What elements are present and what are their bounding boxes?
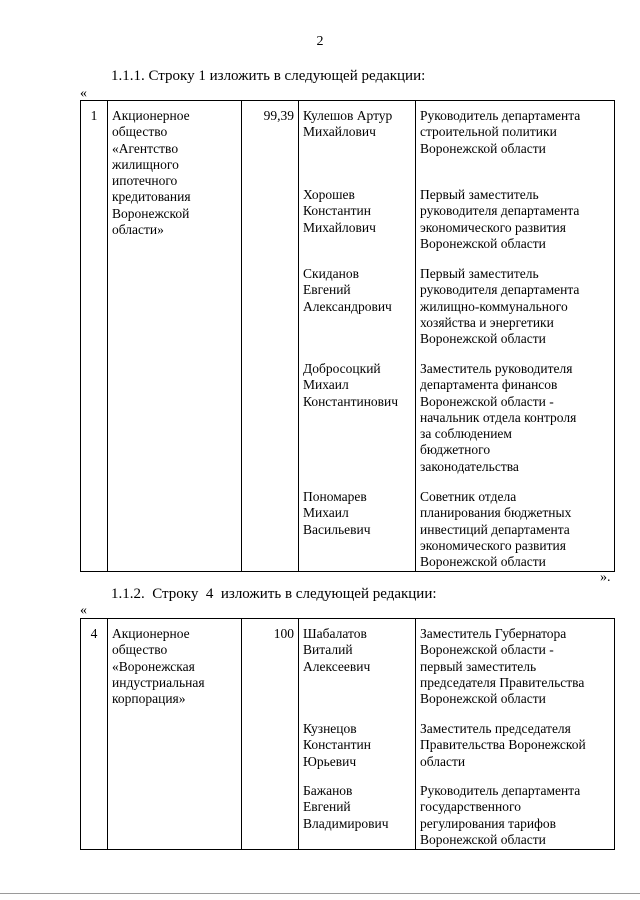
member-names-cell	[299, 619, 416, 850]
member-positions-cell	[416, 619, 615, 850]
organization-name-text: Акционерное общество «Агентство жилищного ипотечного кредитования Воронежской области»	[112, 108, 191, 238]
member-name: Кулешов Артур Михайлович	[303, 108, 393, 140]
row-number: 1	[81, 101, 108, 572]
close-quote-1: ».	[600, 570, 611, 585]
member-name: Кузнецов Константин Юрьевич	[303, 721, 371, 769]
member-name: Скиданов Евгений Александрович	[303, 266, 392, 314]
member-position: Первый заместитель руководителя департамента жилищно-коммунального хозяйства и энергетики Воронежской области	[420, 266, 580, 347]
member-position: Руководитель департамента государственного регулирования тарифов Воронежской области	[420, 783, 581, 847]
member-position: Заместитель руководителя департамента финансов Воронежской области - начальник отдела контроля за соблюдением бюджетного законодательства	[420, 361, 577, 474]
member-position: Заместитель председателя Правительства Воронежской области	[420, 721, 586, 769]
organization-name	[108, 101, 242, 572]
bottom-rule	[0, 893, 640, 894]
table-row	[81, 101, 615, 572]
member-position: Руководитель департамента строительной политики Воронежской области	[420, 108, 581, 156]
member-name: Пономарев Михаил Васильевич	[303, 489, 371, 537]
page-number: 2	[316, 34, 324, 49]
share-percent: 100	[242, 619, 299, 850]
member-name: Добросоцкий Михаил Константинович	[303, 361, 399, 409]
member-position: Заместитель Губернатора Воронежской области - первый заместитель председателя Правительства Воронежской области	[420, 626, 585, 707]
share-percent: 99,39	[242, 101, 299, 572]
member-positions-cell	[416, 101, 615, 572]
composition-table-row-4	[80, 618, 615, 850]
section-heading-2: 1.1.2. Строку 4 изложить в следующей редакции:	[111, 586, 437, 602]
member-position: Советник отдела планирования бюджетных инвестиций департамента экономического развития Воронежской области	[420, 489, 572, 570]
composition-table-row-1	[80, 100, 615, 572]
member-name: Хорошев Константин Михайлович	[303, 187, 376, 235]
open-quote-2: «	[80, 603, 87, 618]
member-names-cell	[299, 101, 416, 572]
row-number: 4	[81, 619, 108, 850]
member-position: Первый заместитель руководителя департамента экономического развития Воронежской области	[420, 187, 580, 251]
member-name: Шабалатов Виталий Алексеевич	[303, 626, 371, 674]
member-name: Бажанов Евгений Владимирович	[303, 783, 389, 831]
organization-name-text: Акционерное общество «Воронежская индустриальная корпорация»	[112, 626, 205, 707]
open-quote-1: «	[80, 86, 87, 101]
table-row	[81, 619, 615, 850]
section-heading-1: 1.1.1. Строку 1 изложить в следующей редакции:	[111, 68, 426, 84]
organization-name	[108, 619, 242, 850]
